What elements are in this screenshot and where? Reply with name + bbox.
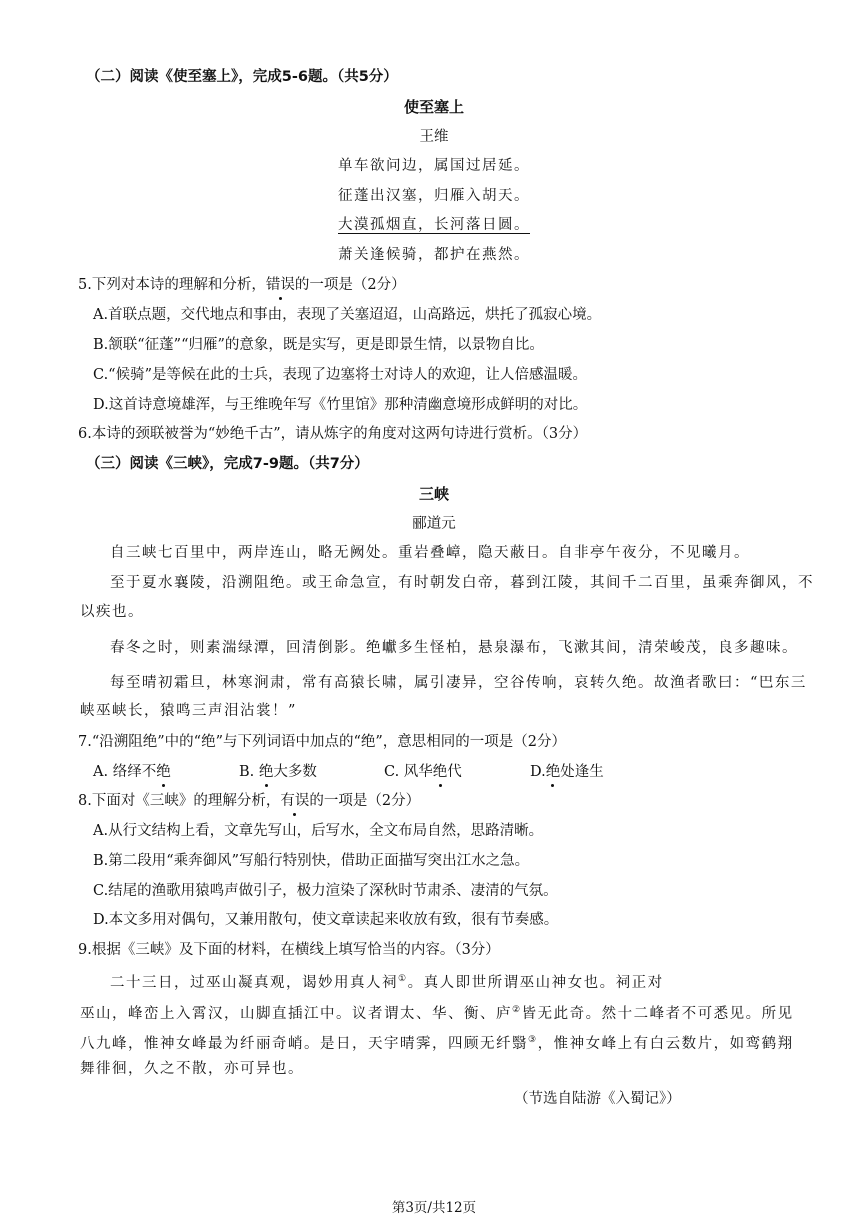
question-5-option-d: D.这首诗意境雄浑，与王维晚年写《竹里馆》那种清幽意境形成鲜明的对比。 <box>93 397 588 413</box>
poem-line-1: 单车欲问边，属国过居延。 <box>338 158 530 174</box>
material-line-4: 舞徘徊，久之不散，亦可异也。 <box>80 1061 304 1077</box>
passage-paragraph-2: 至于夏水襄陵，沿溯阻绝。或王命急宣，有时朝发白帝，暮到江陵，其间千二百里，虽乘奔御风，不 <box>110 575 814 591</box>
passage-author: 郦道元 <box>412 516 456 532</box>
question-8-option-c: C.结尾的渔歌用猿鸣声做引子，极力渲染了深秋时节肃杀、凄清的气氛。 <box>93 883 558 899</box>
question-5-option-c: C.“候骑”是等候在此的士兵，表现了边塞将士对诗人的欢迎，让人倍感温暖。 <box>93 367 588 383</box>
question-5-option-b: B.颔联“征蓬”“归雁”的意象，既是实写，更是即景生情，以景物自比。 <box>93 337 544 353</box>
question-7-option-c: C. 风华绝代 <box>384 764 462 780</box>
emphasis-mark: 错误 <box>265 277 295 293</box>
footnote-marker: ① <box>398 974 408 984</box>
material-line-3: 八九峰，惟神女峰最为纤丽奇峭。是日，天宇晴霁，四顾无纤翳③，惟神女峰上有白云数片，如鸾鹤翔 <box>80 1035 794 1052</box>
poem-line-2: 征蓬出汉塞，归雁入胡天。 <box>338 188 530 204</box>
poem-title: 使至塞上 <box>403 98 464 116</box>
passage-paragraph-2-cont: 以疾也。 <box>80 604 144 620</box>
question-7-option-a: A. 络绎不绝 <box>93 764 171 780</box>
passage-paragraph-1: 自三峡七百里中，两岸连山，略无阙处。重岩叠嶂，隐天蔽日。自非亭午夜分，不见曦月。 <box>110 545 750 561</box>
section-2-heading: （二）阅读《使至塞上》，完成5-6题。（共5分） <box>86 69 398 85</box>
poem-line-3-text: 大漠孤烟直，长河落日圆。 <box>338 217 530 233</box>
section-3-heading: （三）阅读《三峡》，完成7-9题。（共7分） <box>86 456 369 472</box>
passage-paragraph-4-cont: 峡巫峡长，猿鸣三声泪沾裳！” <box>80 703 297 719</box>
question-7-option-d: D.绝处逢生 <box>530 764 604 780</box>
material-line-2: 巫山，峰峦上入霄汉，山脚直插江中。议者谓太、华、衡、庐②皆无此奇。然十二峰者不可悉见。所见 <box>80 1005 794 1022</box>
question-8-option-d: D.本文多用对偶句，又兼用散句，使文章读起来收放有致，很有节奏感。 <box>93 912 559 928</box>
question-7-option-b: B. 绝大多数 <box>239 764 317 780</box>
page-number: 第3页/共12页 <box>391 1200 477 1216</box>
material-line-1: 二十三日，过巫山凝真观，谒妙用真人祠①。真人即世所谓巫山神女也。祠正对 <box>110 974 664 991</box>
passage-title: 三峡 <box>418 485 449 503</box>
question-8-option-b: B.第二段用“乘奔御风”写船行特别快，借助正面描写突出江水之急。 <box>93 853 530 869</box>
question-5-stem: 5.下列对本诗的理解和分析，错误的一项是（2分） <box>78 277 406 293</box>
emphasis-mark: 有误 <box>280 793 310 809</box>
question-8-stem: 8.下面对《三峡》的理解分析，有误的一项是（2分） <box>78 793 421 809</box>
question-5-option-a: A.首联点题，交代地点和事由，表现了关塞迢迢，山高路远，烘托了孤寂心境。 <box>93 307 602 323</box>
question-9-stem: 9.根据《三峡》及下面的材料，在横线上填写恰当的内容。（3分） <box>78 942 500 958</box>
question-8-option-a: A.从行文结构上看，文章先写山，后写水，全文布局自然，思路清晰。 <box>93 823 544 839</box>
material-source: （节选自陆游《入蜀记》） <box>514 1091 681 1107</box>
poem-author: 王维 <box>419 129 449 145</box>
passage-paragraph-4: 每至晴初霜旦，林寒涧肃，常有高猿长啸，属引凄异，空谷传响，哀转久绝。故渔者歌曰：“巴东三 <box>110 675 807 691</box>
question-6-stem: 6.本诗的颈联被誉为“妙绝千古”，请从炼字的角度对这两句诗进行赏析。（3分） <box>78 426 588 442</box>
footnote-marker: ③ <box>528 1035 538 1045</box>
question-7-stem: 7.“沿溯阻绝”中的“绝”与下列词语中加点的“绝”，意思相同的一项是（2分） <box>78 734 567 750</box>
footnote-marker: ② <box>512 1005 522 1015</box>
poem-line-3 <box>0 215 868 235</box>
poem-line-4: 萧关逢候骑，都护在燕然。 <box>338 247 530 263</box>
passage-paragraph-3: 春冬之时，则素湍绿潭，回清倒影。绝巘多生怪柏，悬泉瀑布，飞漱其间，清荣峻茂，良多趣味。 <box>110 640 798 656</box>
